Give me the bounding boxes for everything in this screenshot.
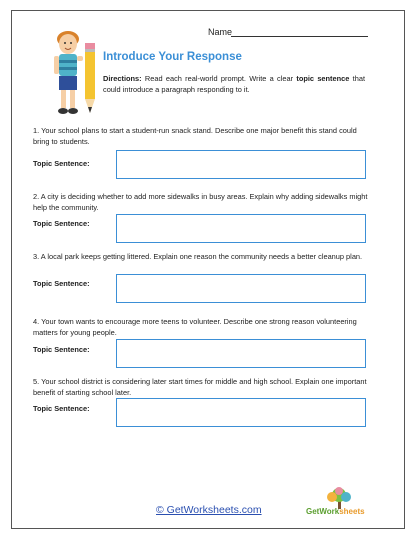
question-prompt-3: 3. A local park keeps getting littered. Explain one reason the community needs a better cleanup plan. bbox=[33, 252, 363, 261]
question-prompt-4: 4. Your town wants to encourage more teens to volunteer. Describe one strong reason volunteering matters for young people. bbox=[33, 317, 357, 337]
directions-text-pre: Read each real-world prompt. Write a clear bbox=[141, 74, 297, 83]
topic-sentence-label-2: Topic Sentence: bbox=[33, 219, 90, 228]
topic-sentence-box-2[interactable] bbox=[116, 214, 366, 243]
boy-with-pencil-icon bbox=[48, 29, 104, 121]
topic-sentence-label-5: Topic Sentence: bbox=[33, 404, 90, 413]
topic-sentence-box-1[interactable] bbox=[116, 150, 366, 179]
directions-text-bold: topic sentence bbox=[296, 74, 350, 83]
directions bbox=[103, 73, 365, 95]
name-line[interactable] bbox=[231, 36, 368, 37]
topic-sentence-box-3[interactable] bbox=[116, 274, 366, 303]
question-prompt-2: 2. A city is deciding whether to add more sidewalks in busy areas. Explain why adding sidewalks might help the community. bbox=[33, 192, 368, 212]
worksheet-title: Introduce Your Response bbox=[103, 51, 242, 63]
logo-text-b: sheets bbox=[339, 507, 365, 516]
directions-text-post: that could introduce a paragraph responding to it. bbox=[103, 74, 365, 94]
topic-sentence-box-5[interactable] bbox=[116, 398, 366, 427]
name-label: Name bbox=[208, 27, 233, 37]
question-prompt-1: 1. Your school plans to start a student-run snack stand. Describe one major benefit this stand could bring to students. bbox=[33, 126, 357, 146]
logo-text-a: GetWork bbox=[306, 507, 340, 516]
tree-logo-icon bbox=[320, 487, 360, 509]
logo-text bbox=[306, 507, 365, 516]
worksheet-page bbox=[11, 10, 405, 529]
topic-sentence-label-3: Topic Sentence: bbox=[33, 279, 90, 288]
topic-sentence-label-1: Topic Sentence: bbox=[33, 159, 90, 168]
footer-link[interactable]: © GetWorksheets.com bbox=[156, 504, 262, 516]
topic-sentence-box-4[interactable] bbox=[116, 339, 366, 368]
question-prompt-5: 5. Your school district is considering later start times for middle and high school. Explain one important benefit of starting school later. bbox=[33, 377, 367, 397]
site-logo bbox=[306, 487, 378, 521]
directions-label: Directions: bbox=[103, 74, 142, 83]
topic-sentence-label-4: Topic Sentence: bbox=[33, 345, 90, 354]
